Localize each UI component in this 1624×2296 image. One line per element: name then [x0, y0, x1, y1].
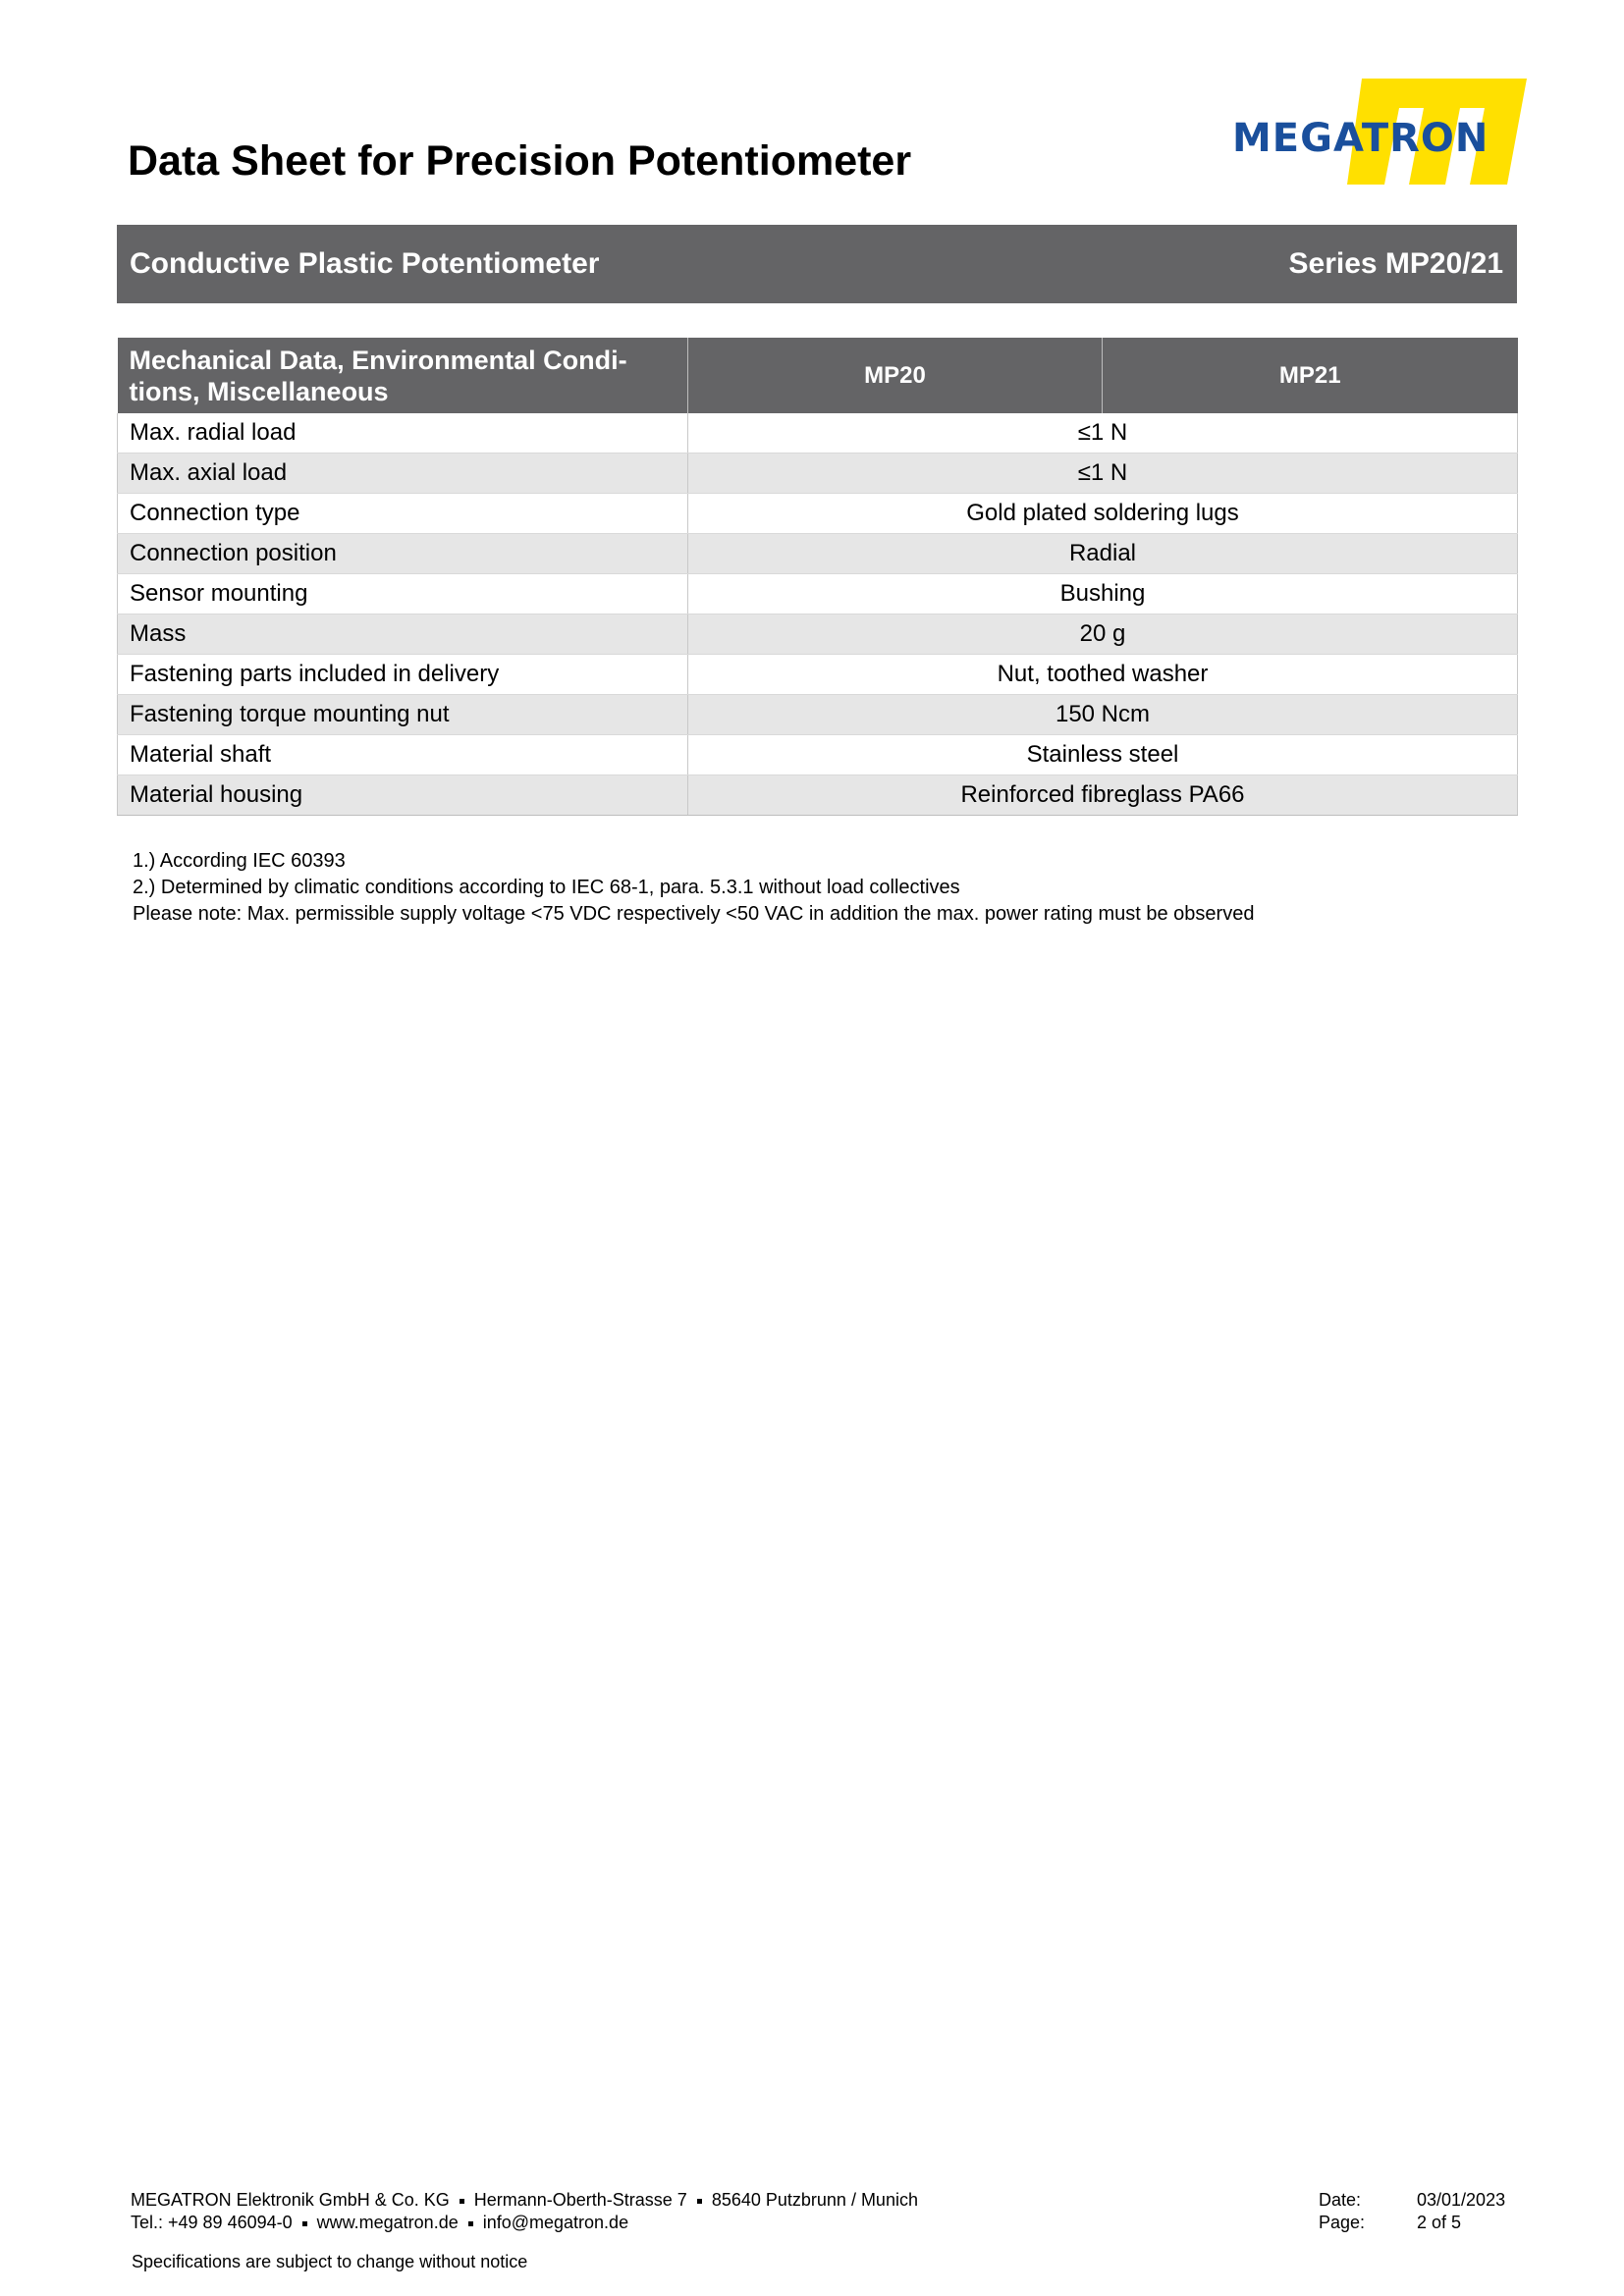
column-mp21: MP21	[1103, 338, 1518, 413]
section-heading-line2: tions, Miscellaneous	[129, 376, 389, 406]
table-row	[118, 454, 1518, 494]
row-value: Nut, toothed washer	[688, 655, 1518, 695]
section-heading	[118, 338, 688, 413]
footer-city: 85640 Putzbrunn / Munich	[711, 2190, 918, 2210]
footer-meta	[1319, 2189, 1505, 2234]
row-label: Connection type	[118, 494, 688, 534]
footer-company: MEGATRON Elektronik GmbH & Co. KG	[131, 2190, 450, 2210]
row-label: Fastening parts included in delivery	[118, 655, 688, 695]
row-label: Material housing	[118, 775, 688, 816]
table-row	[118, 735, 1518, 775]
row-label: Material shaft	[118, 735, 688, 775]
table-row	[118, 655, 1518, 695]
row-label: Connection position	[118, 534, 688, 574]
column-mp20: MP20	[688, 338, 1103, 413]
date-label: Date:	[1319, 2190, 1362, 2210]
row-value: Gold plated soldering lugs	[688, 494, 1518, 534]
row-value: ≤1 N	[688, 413, 1518, 454]
row-label: Max. radial load	[118, 413, 688, 454]
series-label: Series MP20/21	[1288, 247, 1503, 280]
separator-icon	[460, 2199, 464, 2204]
separator-icon	[302, 2221, 307, 2226]
table-row	[118, 614, 1518, 655]
table-header-row	[118, 338, 1518, 413]
footnotes	[133, 848, 1254, 928]
footer-web-link[interactable]: www.megatron.de	[316, 2213, 459, 2232]
footer-phone: Tel.: +49 89 46094-0	[131, 2213, 293, 2232]
table-row	[118, 775, 1518, 816]
specs-table	[117, 338, 1518, 816]
row-value: 150 Ncm	[688, 695, 1518, 735]
table-row	[118, 695, 1518, 735]
separator-icon	[468, 2221, 473, 2226]
logo-wordmark: MEGATRON	[1232, 116, 1489, 161]
megatron-logo	[1232, 79, 1527, 187]
page-title: Data Sheet for Precision Potentiometer	[128, 137, 912, 185]
row-label: Sensor mounting	[118, 574, 688, 614]
row-label: Fastening torque mounting nut	[118, 695, 688, 735]
page-label: Page:	[1319, 2213, 1366, 2232]
product-band	[117, 225, 1517, 303]
table-row	[118, 574, 1518, 614]
table-row	[118, 494, 1518, 534]
row-value: 20 g	[688, 614, 1518, 655]
footer-street: Hermann-Oberth-Strasse 7	[473, 2190, 687, 2210]
footnote-note: Please note: Max. permissible supply voltage <75 VDC respectively <50 VAC in addition the max. power rating must be observed	[133, 903, 1255, 925]
disclaimer: Specifications are subject to change without notice	[132, 2252, 528, 2271]
row-value: ≤1 N	[688, 454, 1518, 494]
row-label: Max. axial load	[118, 454, 688, 494]
footnote-2: 2.) Determined by climatic conditions according to IEC 68-1, para. 5.3.1 without load collectives	[133, 877, 960, 898]
separator-icon	[697, 2199, 702, 2204]
table-row	[118, 413, 1518, 454]
footer-email-link[interactable]: info@megatron.de	[482, 2213, 629, 2232]
footnote-1: 1.) According IEC 60393	[133, 850, 346, 872]
product-type: Conductive Plastic Potentiometer	[130, 247, 600, 280]
section-heading-line1: Mechanical Data, Environmental Condi-	[129, 345, 627, 375]
date-value: 03/01/2023	[1417, 2190, 1506, 2210]
row-label: Mass	[118, 614, 688, 655]
page-value: 2 of 5	[1417, 2213, 1462, 2232]
table-row	[118, 534, 1518, 574]
row-value: Radial	[688, 534, 1518, 574]
row-value: Stainless steel	[688, 735, 1518, 775]
footer-contact	[131, 2189, 918, 2234]
row-value: Bushing	[688, 574, 1518, 614]
row-value: Reinforced fibreglass PA66	[688, 775, 1518, 816]
